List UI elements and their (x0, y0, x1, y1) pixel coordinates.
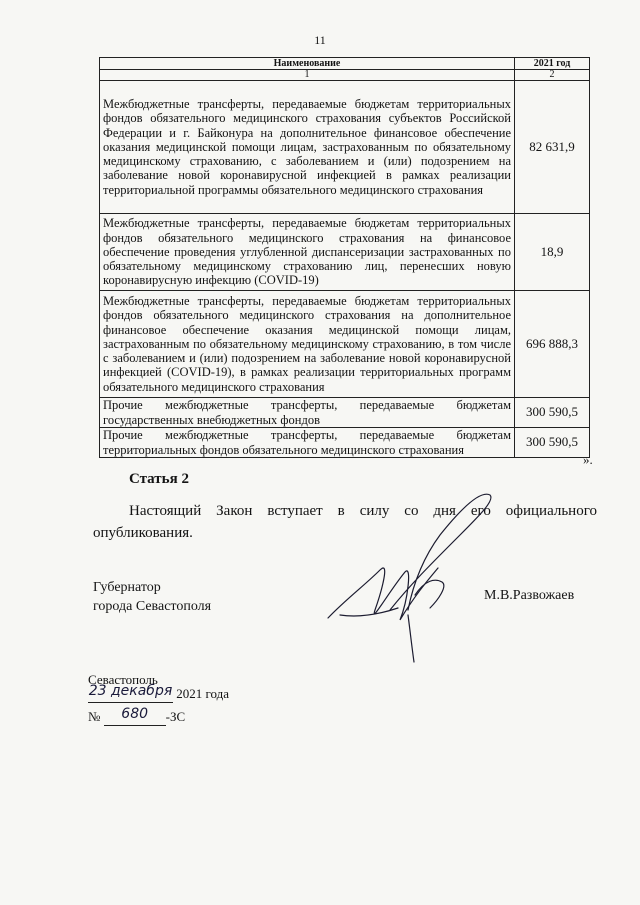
date-suffix: 2021 года (176, 686, 230, 701)
closing-quote: ». (583, 452, 593, 467)
row-value: 300 590,5 (515, 428, 590, 458)
governor-title-line1: Губернатор (93, 580, 161, 595)
row-name: Прочие межбюджетные трансферты, передаваемые бюджетам государственных внебюджетных фондов (100, 398, 515, 428)
handwritten-date: 23 декабря (88, 683, 173, 699)
row-name: Прочие межбюджетные трансферты, передаваемые бюджетам территориальных фондов обязательного медицинского страхования (100, 428, 515, 458)
table-row (100, 291, 590, 398)
table-index-row (100, 70, 590, 81)
table-row (100, 81, 590, 214)
row-name: Межбюджетные трансферты, передаваемые бюджетам территориальных фондов обязательного медицинского страхования субъектов Российской Федерации и г. Байконура на дополнительное финансовое обеспечение оказания медицинской помощи лицам, застрахованным по обязательному медицинскому страхованию, с заболеванием и (или) подозрением на заболевание новой коронавирусной инфекцией в рамках реализации территориальной программы обязательного медицинского страхования (100, 81, 515, 214)
budget-table (99, 57, 590, 458)
number-suffix: -ЗС (165, 709, 186, 724)
number-prefix: № (88, 709, 101, 724)
index-year: 2 (515, 70, 590, 81)
table-row (100, 398, 590, 428)
number-line (88, 706, 186, 729)
place-name: Севастополь (88, 672, 158, 687)
handwritten-signature (320, 490, 500, 665)
article-body: Настоящий Закон вступает в силу со дня его официального опубликования. (93, 503, 597, 541)
row-name: Межбюджетные трансферты, передаваемые бюджетам территориальных фондов обязательного медицинского страхования на финансовое обеспечение проведения углубленной диспансеризации застрахованных по обязательному медицинскому страхованию лиц, перенесших новую коронавирусную инфекцию (COVID-19) (100, 214, 515, 291)
governor-title-line2: города Севастополя (93, 599, 212, 614)
table-row (100, 428, 590, 458)
index-name: 1 (100, 70, 515, 81)
row-value: 300 590,5 (515, 398, 590, 428)
handwritten-number: 680 (121, 706, 149, 722)
header-year: 2021 год (515, 58, 590, 70)
row-value: 18,9 (515, 214, 590, 291)
date-line (88, 683, 230, 706)
header-name: Наименование (100, 58, 515, 70)
row-value: 82 631,9 (515, 81, 590, 214)
table-row (100, 214, 590, 291)
row-name: Межбюджетные трансферты, передаваемые бюджетам территориальных фондов обязательного медицинского страхования на дополнительное финансовое обеспечение оказания медицинской помощи лицам, застрахованным по обязательному медицинскому страхованию, в том числе с заболеванием и (или) подозрением на заболевание новой коронавирусной инфекцией (COVID-19), в рамках реализации территориальных программ обязательного медицинского страхования (100, 291, 515, 398)
governor-title (93, 578, 211, 616)
page-number: 11 (314, 33, 326, 47)
date-blank (88, 683, 173, 703)
governor-name: М.В.Развожаев (484, 588, 575, 603)
article-title: Статья 2 (129, 471, 189, 487)
row-value: 696 888,3 (515, 291, 590, 398)
number-blank (104, 706, 166, 726)
table-header-row (100, 58, 590, 70)
